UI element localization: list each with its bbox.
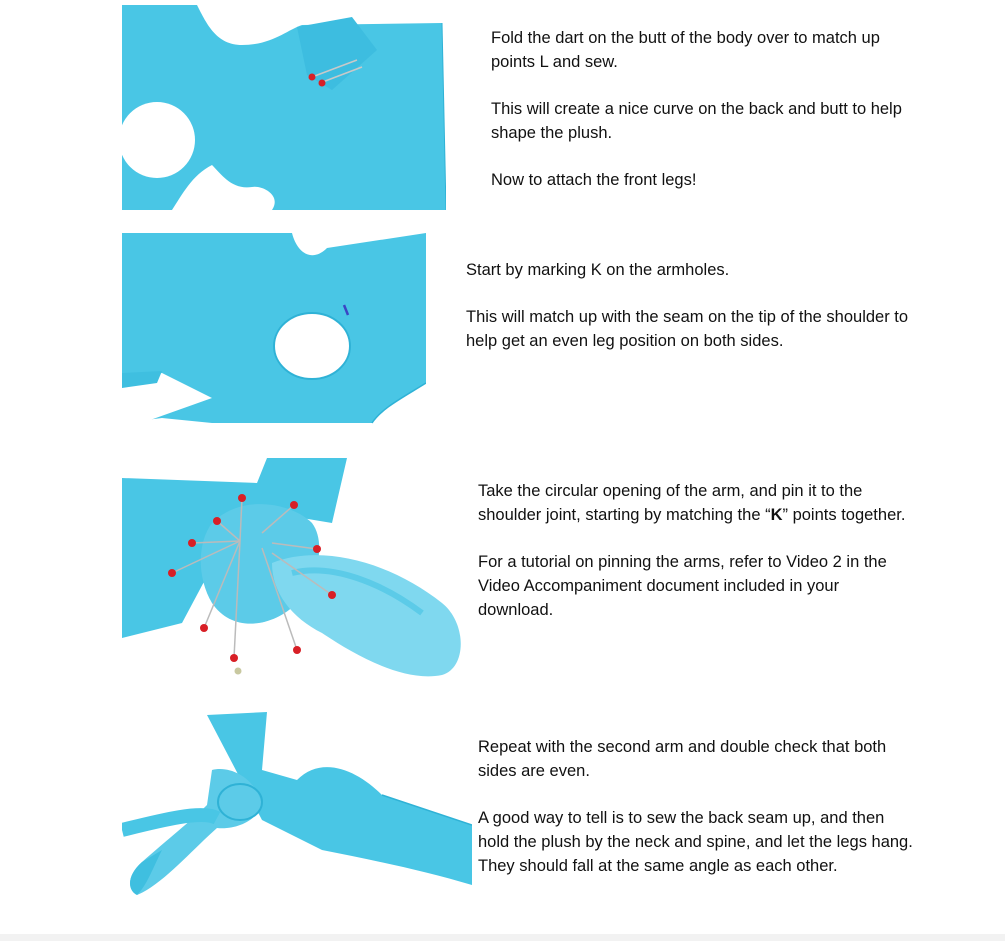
point-k-label: K: [770, 506, 783, 524]
step-2-paragraph-2: This will match up with the seam on the tip of the shoulder to help get an even leg position on both sides.: [466, 308, 909, 350]
step-3-paragraph-1-after: ” points together.: [782, 506, 906, 524]
step-3-paragraph-1: [478, 479, 918, 527]
step-3-paragraph-2: For a tutorial on pinning the arms, refer to Video 2 in the Video Accompaniment document included in your download.: [478, 553, 887, 619]
step-1-paragraph-2: This will create a nice curve on the back and butt to help shape the plush.: [491, 100, 902, 142]
pinned-arm-photo-icon: [122, 453, 467, 681]
fabric-body-dart-photo-icon: [122, 5, 446, 210]
step-4-text: [478, 735, 918, 878]
step-4-paragraph-2: A good way to tell is to sew the back seam up, and then hold the plush by the neck and spine, and let the legs hang. They should fall at the same angle as each other.: [478, 809, 913, 875]
step-2-text: [466, 258, 916, 353]
step-1-paragraph-3: Now to attach the front legs!: [491, 171, 697, 189]
step-2-photo: [122, 233, 426, 430]
page-bottom-edge: [0, 934, 1005, 941]
step-3-paragraph-1-before: Take the circular opening of the arm, and pin it to the shoulder joint, starting by matching the “: [478, 482, 863, 524]
step-4-photo: [122, 710, 472, 908]
step-2-paragraph-1: Start by marking K on the armholes.: [466, 261, 730, 279]
attached-arms-photo-icon: [122, 710, 472, 908]
step-3-photo: [122, 453, 467, 681]
step-4-paragraph-1: Repeat with the second arm and double check that both sides are even.: [478, 738, 887, 780]
step-1-paragraph-1: Fold the dart on the butt of the body over to match up points L and sew.: [491, 29, 880, 71]
step-1-photo: [122, 5, 446, 210]
step-3-text: [478, 479, 918, 622]
fabric-armhole-photo-icon: [122, 233, 426, 430]
step-1-text: [491, 26, 911, 192]
